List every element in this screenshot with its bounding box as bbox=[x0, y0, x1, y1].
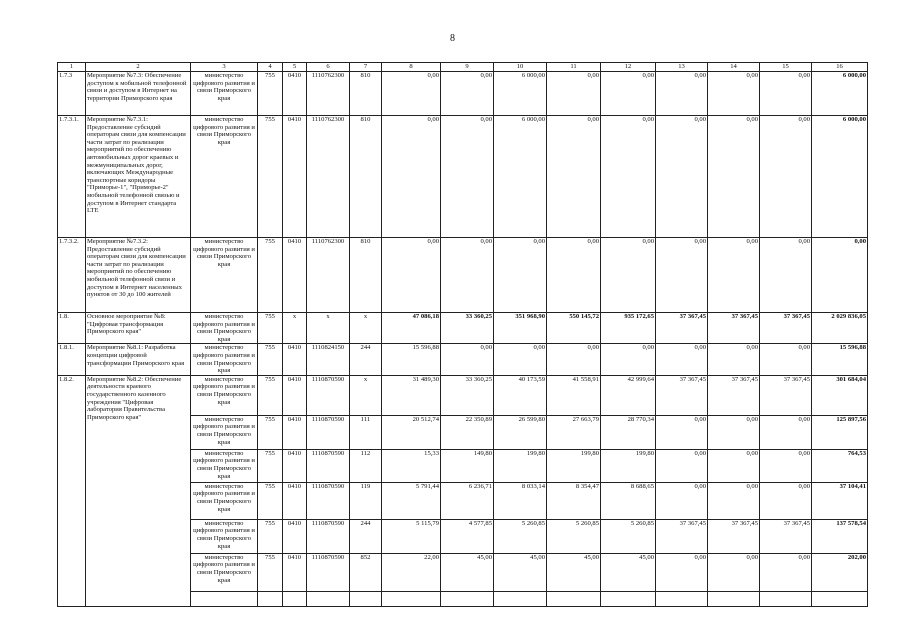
value-cell: 0,00 bbox=[601, 116, 656, 238]
value-cell: 0,00 bbox=[656, 553, 708, 591]
header-cell: 11 bbox=[547, 63, 601, 72]
row-code-expense: 112 bbox=[350, 449, 382, 482]
value-cell: 20 512,74 bbox=[382, 415, 441, 449]
value-cell: 2 029 836,05 bbox=[812, 313, 868, 344]
value-cell: 0,00 bbox=[708, 238, 760, 313]
header-cell: 13 bbox=[656, 63, 708, 72]
value-cell: 0,00 bbox=[382, 72, 441, 116]
value-cell: 125 897,56 bbox=[812, 415, 868, 449]
empty-cell bbox=[656, 591, 708, 606]
value-cell: 0,00 bbox=[656, 449, 708, 482]
value-cell: 5 791,44 bbox=[382, 482, 441, 519]
row-name: Основное мероприятие №8: "Цифровая трансформация Приморского края" bbox=[86, 313, 191, 344]
value-cell: 5 260,85 bbox=[494, 519, 547, 553]
value-cell: 15 596,88 bbox=[812, 344, 868, 375]
value-cell: 0,00 bbox=[760, 553, 812, 591]
value-cell: 40 173,59 bbox=[494, 375, 547, 415]
row-code-section: 0410 bbox=[283, 116, 307, 238]
value-cell: 199,80 bbox=[494, 449, 547, 482]
value-cell: 22 350,89 bbox=[441, 415, 494, 449]
table-row bbox=[58, 375, 868, 415]
value-cell: 0,00 bbox=[547, 116, 601, 238]
value-cell: 0,00 bbox=[441, 344, 494, 375]
value-cell: 22,00 bbox=[382, 553, 441, 591]
value-cell: 0,00 bbox=[656, 415, 708, 449]
empty-cell bbox=[601, 591, 656, 606]
value-cell: 37 367,45 bbox=[656, 313, 708, 344]
value-cell: 202,00 bbox=[812, 553, 868, 591]
value-cell: 15,33 bbox=[382, 449, 441, 482]
row-executor: министерство цифрового развития и связи Приморского края bbox=[191, 116, 258, 238]
row-code-grbs: 755 bbox=[258, 116, 283, 238]
value-cell: 45,00 bbox=[441, 553, 494, 591]
value-cell: 0,00 bbox=[601, 238, 656, 313]
empty-cell bbox=[283, 591, 307, 606]
row-code-section: 0410 bbox=[283, 482, 307, 519]
value-cell: 37 367,45 bbox=[708, 519, 760, 553]
row-code-target: 1110762300 bbox=[307, 116, 350, 238]
value-cell: 45,00 bbox=[601, 553, 656, 591]
value-cell: 351 968,90 bbox=[494, 313, 547, 344]
row-executor: министерство цифрового развития и связи Приморского края bbox=[191, 482, 258, 519]
empty-cell bbox=[307, 591, 350, 606]
value-cell: 0,00 bbox=[708, 72, 760, 116]
row-number: 1.8.2. bbox=[58, 375, 86, 606]
value-cell: 8 354,47 bbox=[547, 482, 601, 519]
value-cell: 33 360,25 bbox=[441, 375, 494, 415]
row-number: 1.7.3 bbox=[58, 72, 86, 116]
header-cell: 12 bbox=[601, 63, 656, 72]
value-cell: 550 145,72 bbox=[547, 313, 601, 344]
value-cell: 5 260,85 bbox=[601, 519, 656, 553]
value-cell: 137 578,54 bbox=[812, 519, 868, 553]
row-code-expense: 810 bbox=[350, 72, 382, 116]
row-number: 1.7.3.2. bbox=[58, 238, 86, 313]
empty-cell bbox=[191, 591, 258, 606]
header-cell: 5 bbox=[283, 63, 307, 72]
value-cell: 45,00 bbox=[494, 553, 547, 591]
row-code-section: 0410 bbox=[283, 553, 307, 591]
value-cell: 935 172,65 bbox=[601, 313, 656, 344]
header-row bbox=[58, 63, 868, 72]
row-name: Мероприятие №7.3: Обеспечение доступом к мобильной телефонной связи и доступом в Интернет на территории Приморского края bbox=[86, 72, 191, 116]
empty-cell bbox=[547, 591, 601, 606]
row-executor: министерство цифрового развития и связи Приморского края bbox=[191, 375, 258, 415]
row-code-grbs: 755 bbox=[258, 553, 283, 591]
value-cell: 0,00 bbox=[382, 116, 441, 238]
row-code-section: 0410 bbox=[283, 344, 307, 375]
row-code-target: 1110870590 bbox=[307, 553, 350, 591]
value-cell: 764,53 bbox=[812, 449, 868, 482]
table-row bbox=[58, 313, 868, 344]
value-cell: 0,00 bbox=[441, 238, 494, 313]
row-executor: министерство цифрового развития и связи Приморского края bbox=[191, 449, 258, 482]
value-cell: 28 770,34 bbox=[601, 415, 656, 449]
row-name: Мероприятие №8.2: Обеспечение деятельности краевого государственного казенного учреждения "Цифровая лаборатория Правительства Приморского края" bbox=[86, 375, 191, 606]
row-code-grbs: 755 bbox=[258, 482, 283, 519]
row-code-section: 0410 bbox=[283, 449, 307, 482]
value-cell: 0,00 bbox=[441, 116, 494, 238]
row-code-grbs: 755 bbox=[258, 238, 283, 313]
row-code-target: 1110762300 bbox=[307, 72, 350, 116]
value-cell: 6 000,00 bbox=[812, 72, 868, 116]
row-code-target: 1110824150 bbox=[307, 344, 350, 375]
value-cell: 0,00 bbox=[708, 344, 760, 375]
value-cell: 0,00 bbox=[656, 238, 708, 313]
row-code-target: 1110870590 bbox=[307, 482, 350, 519]
row-code-section: 0410 bbox=[283, 415, 307, 449]
row-name: Мероприятие №7.3.1: Предоставление субсидий операторам связи для компенсации части затрат по реализации мероприятий по обеспечению автомобильных дорог краевых и межмуниципальных дорог, включающих Международные транспортные коридоры "Приморье-1", "Приморье-2" мобильной телефонной связью и доступом в Интернет стандарта LTE bbox=[86, 116, 191, 238]
table-body bbox=[58, 72, 868, 607]
value-cell: 4 577,85 bbox=[441, 519, 494, 553]
empty-cell bbox=[708, 591, 760, 606]
value-cell: 0,00 bbox=[547, 72, 601, 116]
row-number: 1.7.3.1. bbox=[58, 116, 86, 238]
table-row bbox=[58, 238, 868, 313]
value-cell: 45,00 bbox=[547, 553, 601, 591]
value-cell: 301 684,04 bbox=[812, 375, 868, 415]
value-cell: 0,00 bbox=[656, 72, 708, 116]
value-cell: 199,80 bbox=[547, 449, 601, 482]
budget-table bbox=[57, 62, 868, 607]
empty-cell bbox=[760, 591, 812, 606]
value-cell: 0,00 bbox=[494, 238, 547, 313]
empty-cell bbox=[494, 591, 547, 606]
row-code-expense: 119 bbox=[350, 482, 382, 519]
row-code-section: 0410 bbox=[283, 519, 307, 553]
value-cell: 0,00 bbox=[760, 116, 812, 238]
value-cell: 0,00 bbox=[547, 238, 601, 313]
value-cell: 33 360,25 bbox=[441, 313, 494, 344]
value-cell: 37 367,45 bbox=[760, 519, 812, 553]
value-cell: 37 367,45 bbox=[656, 375, 708, 415]
row-code-expense: 111 bbox=[350, 415, 382, 449]
row-executor: министерство цифрового развития и связи Приморского края bbox=[191, 344, 258, 375]
row-code-grbs: 755 bbox=[258, 519, 283, 553]
value-cell: 0,00 bbox=[494, 344, 547, 375]
header-cell: 4 bbox=[258, 63, 283, 72]
row-code-target: x bbox=[307, 313, 350, 344]
row-executor: министерство цифрового развития и связи Приморского края bbox=[191, 553, 258, 591]
value-cell: 0,00 bbox=[760, 482, 812, 519]
value-cell: 0,00 bbox=[656, 344, 708, 375]
value-cell: 6 236,71 bbox=[441, 482, 494, 519]
header-cell: 14 bbox=[708, 63, 760, 72]
value-cell: 41 558,91 bbox=[547, 375, 601, 415]
empty-cell bbox=[350, 591, 382, 606]
value-cell: 0,00 bbox=[708, 449, 760, 482]
row-number: 1.8.1. bbox=[58, 344, 86, 375]
header-cell: 7 bbox=[350, 63, 382, 72]
table-row bbox=[58, 72, 868, 116]
value-cell: 0,00 bbox=[760, 238, 812, 313]
row-code-expense: 852 bbox=[350, 553, 382, 591]
row-code-section: x bbox=[283, 313, 307, 344]
value-cell: 27 663,79 bbox=[547, 415, 601, 449]
header-cell: 9 bbox=[441, 63, 494, 72]
row-code-expense: x bbox=[350, 313, 382, 344]
value-cell: 8 033,14 bbox=[494, 482, 547, 519]
header-cell: 10 bbox=[494, 63, 547, 72]
row-code-expense: x bbox=[350, 375, 382, 415]
row-code-section: 0410 bbox=[283, 72, 307, 116]
header-cell: 16 bbox=[812, 63, 868, 72]
row-code-grbs: 755 bbox=[258, 415, 283, 449]
value-cell: 0,00 bbox=[547, 344, 601, 375]
row-executor: министерство цифрового развития и связи Приморского края bbox=[191, 238, 258, 313]
value-cell: 37 367,45 bbox=[760, 313, 812, 344]
value-cell: 37 367,45 bbox=[760, 375, 812, 415]
row-code-target: 1110870590 bbox=[307, 449, 350, 482]
value-cell: 0,00 bbox=[760, 415, 812, 449]
value-cell: 0,00 bbox=[708, 482, 760, 519]
value-cell: 0,00 bbox=[812, 238, 868, 313]
row-code-grbs: 755 bbox=[258, 313, 283, 344]
header-cell: 1 bbox=[58, 63, 86, 72]
row-executor: министерство цифрового развития и связи Приморского края bbox=[191, 313, 258, 344]
value-cell: 6 000,00 bbox=[494, 116, 547, 238]
value-cell: 0,00 bbox=[382, 238, 441, 313]
header-cell: 6 bbox=[307, 63, 350, 72]
value-cell: 37 367,45 bbox=[708, 313, 760, 344]
row-code-target: 1110762300 bbox=[307, 238, 350, 313]
row-code-grbs: 755 bbox=[258, 449, 283, 482]
value-cell: 6 000,00 bbox=[812, 116, 868, 238]
value-cell: 0,00 bbox=[601, 72, 656, 116]
value-cell: 0,00 bbox=[656, 116, 708, 238]
empty-cell bbox=[812, 591, 868, 606]
value-cell: 0,00 bbox=[760, 344, 812, 375]
row-executor: министерство цифрового развития и связи Приморского края bbox=[191, 519, 258, 553]
value-cell: 0,00 bbox=[708, 116, 760, 238]
row-code-expense: 244 bbox=[350, 519, 382, 553]
value-cell: 6 000,00 bbox=[494, 72, 547, 116]
value-cell: 42 999,64 bbox=[601, 375, 656, 415]
row-code-section: 0410 bbox=[283, 238, 307, 313]
row-code-grbs: 755 bbox=[258, 375, 283, 415]
value-cell: 5 115,79 bbox=[382, 519, 441, 553]
header-cell: 2 bbox=[86, 63, 191, 72]
value-cell: 199,80 bbox=[601, 449, 656, 482]
row-code-grbs: 755 bbox=[258, 344, 283, 375]
header-cell: 3 bbox=[191, 63, 258, 72]
row-executor: министерство цифрового развития и связи Приморского края bbox=[191, 415, 258, 449]
row-name: Мероприятие №8.1: Разработка концепции цифровой трансформации Приморского края bbox=[86, 344, 191, 375]
value-cell: 47 086,18 bbox=[382, 313, 441, 344]
empty-cell bbox=[258, 591, 283, 606]
value-cell: 0,00 bbox=[708, 415, 760, 449]
row-code-expense: 810 bbox=[350, 238, 382, 313]
value-cell: 0,00 bbox=[441, 72, 494, 116]
value-cell: 37 367,45 bbox=[708, 375, 760, 415]
row-code-target: 1110870590 bbox=[307, 519, 350, 553]
value-cell: 15 596,88 bbox=[382, 344, 441, 375]
value-cell: 37 104,41 bbox=[812, 482, 868, 519]
table-header bbox=[58, 63, 868, 72]
value-cell: 5 260,85 bbox=[547, 519, 601, 553]
value-cell: 149,80 bbox=[441, 449, 494, 482]
row-number: 1.8. bbox=[58, 313, 86, 344]
table-row bbox=[58, 344, 868, 375]
empty-cell bbox=[441, 591, 494, 606]
value-cell: 26 599,80 bbox=[494, 415, 547, 449]
row-code-grbs: 755 bbox=[258, 72, 283, 116]
row-executor: министерство цифрового развития и связи Приморского края bbox=[191, 72, 258, 116]
row-code-target: 1110870590 bbox=[307, 375, 350, 415]
header-cell: 8 bbox=[382, 63, 441, 72]
table-row bbox=[58, 116, 868, 238]
empty-cell bbox=[382, 591, 441, 606]
row-code-section: 0410 bbox=[283, 375, 307, 415]
value-cell: 0,00 bbox=[656, 482, 708, 519]
row-name: Мероприятие №7.3.2: Предоставление субсидий операторам связи для компенсации части затрат по реализации мероприятий по обеспечению мобильной телефонной связи и доступом в Интернет населенных пунктов от 30 до 100 жителей bbox=[86, 238, 191, 313]
value-cell: 0,00 bbox=[601, 344, 656, 375]
value-cell: 31 489,30 bbox=[382, 375, 441, 415]
header-cell: 15 bbox=[760, 63, 812, 72]
value-cell: 0,00 bbox=[760, 72, 812, 116]
row-code-expense: 244 bbox=[350, 344, 382, 375]
row-code-target: 1110870590 bbox=[307, 415, 350, 449]
page-number: 8 bbox=[450, 33, 455, 44]
value-cell: 37 367,45 bbox=[656, 519, 708, 553]
value-cell: 8 688,65 bbox=[601, 482, 656, 519]
value-cell: 0,00 bbox=[708, 553, 760, 591]
value-cell: 0,00 bbox=[760, 449, 812, 482]
row-code-expense: 810 bbox=[350, 116, 382, 238]
